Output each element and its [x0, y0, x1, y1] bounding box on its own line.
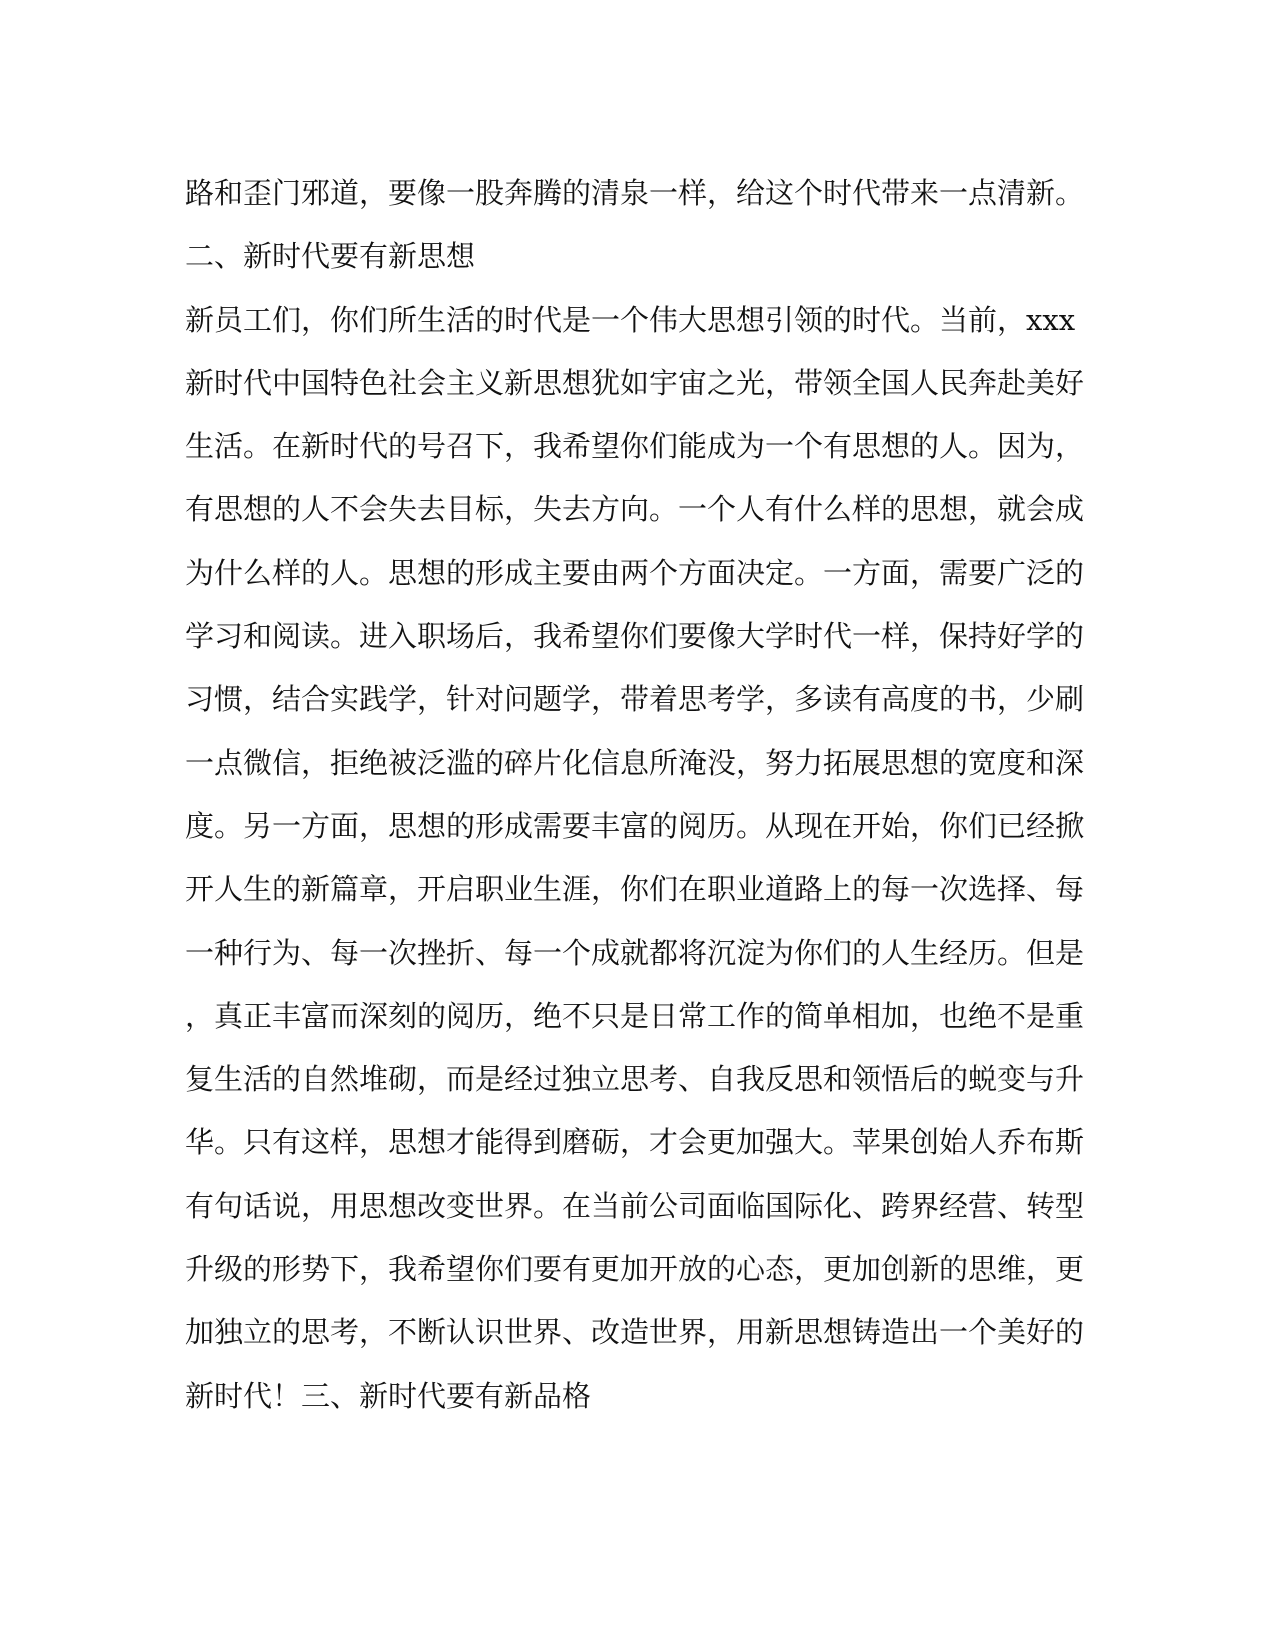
text-line: 有思想的人不会失去目标，失去方向。一个人有什么样的思想，就会成 [185, 492, 1085, 527]
text-line: ，真正丰富而深刻的阅历，绝不只是日常工作的简单相加，也绝不是重 [185, 998, 1085, 1033]
text-line: 一点微信，拒绝被泛滥的碎片化信息所淹没，努力拓展思想的宽度和深 [185, 745, 1085, 780]
text-line: 度。另一方面，思想的形成需要丰富的阅历。从现在开始，你们已经掀 [185, 808, 1085, 843]
text-line: 新时代中国特色社会主义新思想犹如宇宙之光，带领全国人民奔赴美好 [185, 365, 1085, 400]
text-line: 复生活的自然堆砌，而是经过独立思考、自我反思和领悟后的蜕变与升 [185, 1062, 1085, 1097]
text-line: 加独立的思考，不断认识世界、改造世界，用新思想铸造出一个美好的 [185, 1315, 1085, 1350]
text-line: 一种行为、每一次挫折、每一个成就都将沉淀为你们的人生经历。但是 [185, 935, 1085, 970]
text-line: 有句话说，用思想改变世界。在当前公司面临国际化、跨界经营、转型 [185, 1188, 1085, 1223]
text-line: 习惯，结合实践学，针对问题学，带着思考学，多读有高度的书，少刷 [185, 682, 1085, 717]
text-line: 为什么样的人。思想的形成主要由两个方面决定。一方面，需要广泛的 [185, 555, 1085, 590]
text-line: 生活。在新时代的号召下，我希望你们能成为一个有思想的人。因为， [185, 429, 1085, 464]
text-line: 新时代！三、新时代要有新品格 [185, 1378, 592, 1413]
text-line: 开人生的新篇章，开启职业生涯，你们在职业道路上的每一次选择、每 [185, 872, 1085, 907]
text-line: 路和歪门邪道，要像一股奔腾的清泉一样，给这个时代带来一点清新。 [185, 176, 1085, 210]
text-line: 华。只有这样，思想才能得到磨砺，才会更加强大。苹果创始人乔布斯 [185, 1125, 1085, 1160]
text-line: 升级的形势下，我希望你们要有更加开放的心态，更加创新的思维，更 [185, 1252, 1085, 1287]
text-line: 学习和阅读。进入职场后，我希望你们要像大学时代一样，保持好学的 [185, 619, 1085, 654]
text-line: 新员工们，你们所生活的时代是一个伟大思想引领的时代。当前，xxx [185, 302, 1076, 337]
body-text [185, 162, 1095, 1428]
section-heading: 二、新时代要有新思想 [185, 239, 476, 274]
